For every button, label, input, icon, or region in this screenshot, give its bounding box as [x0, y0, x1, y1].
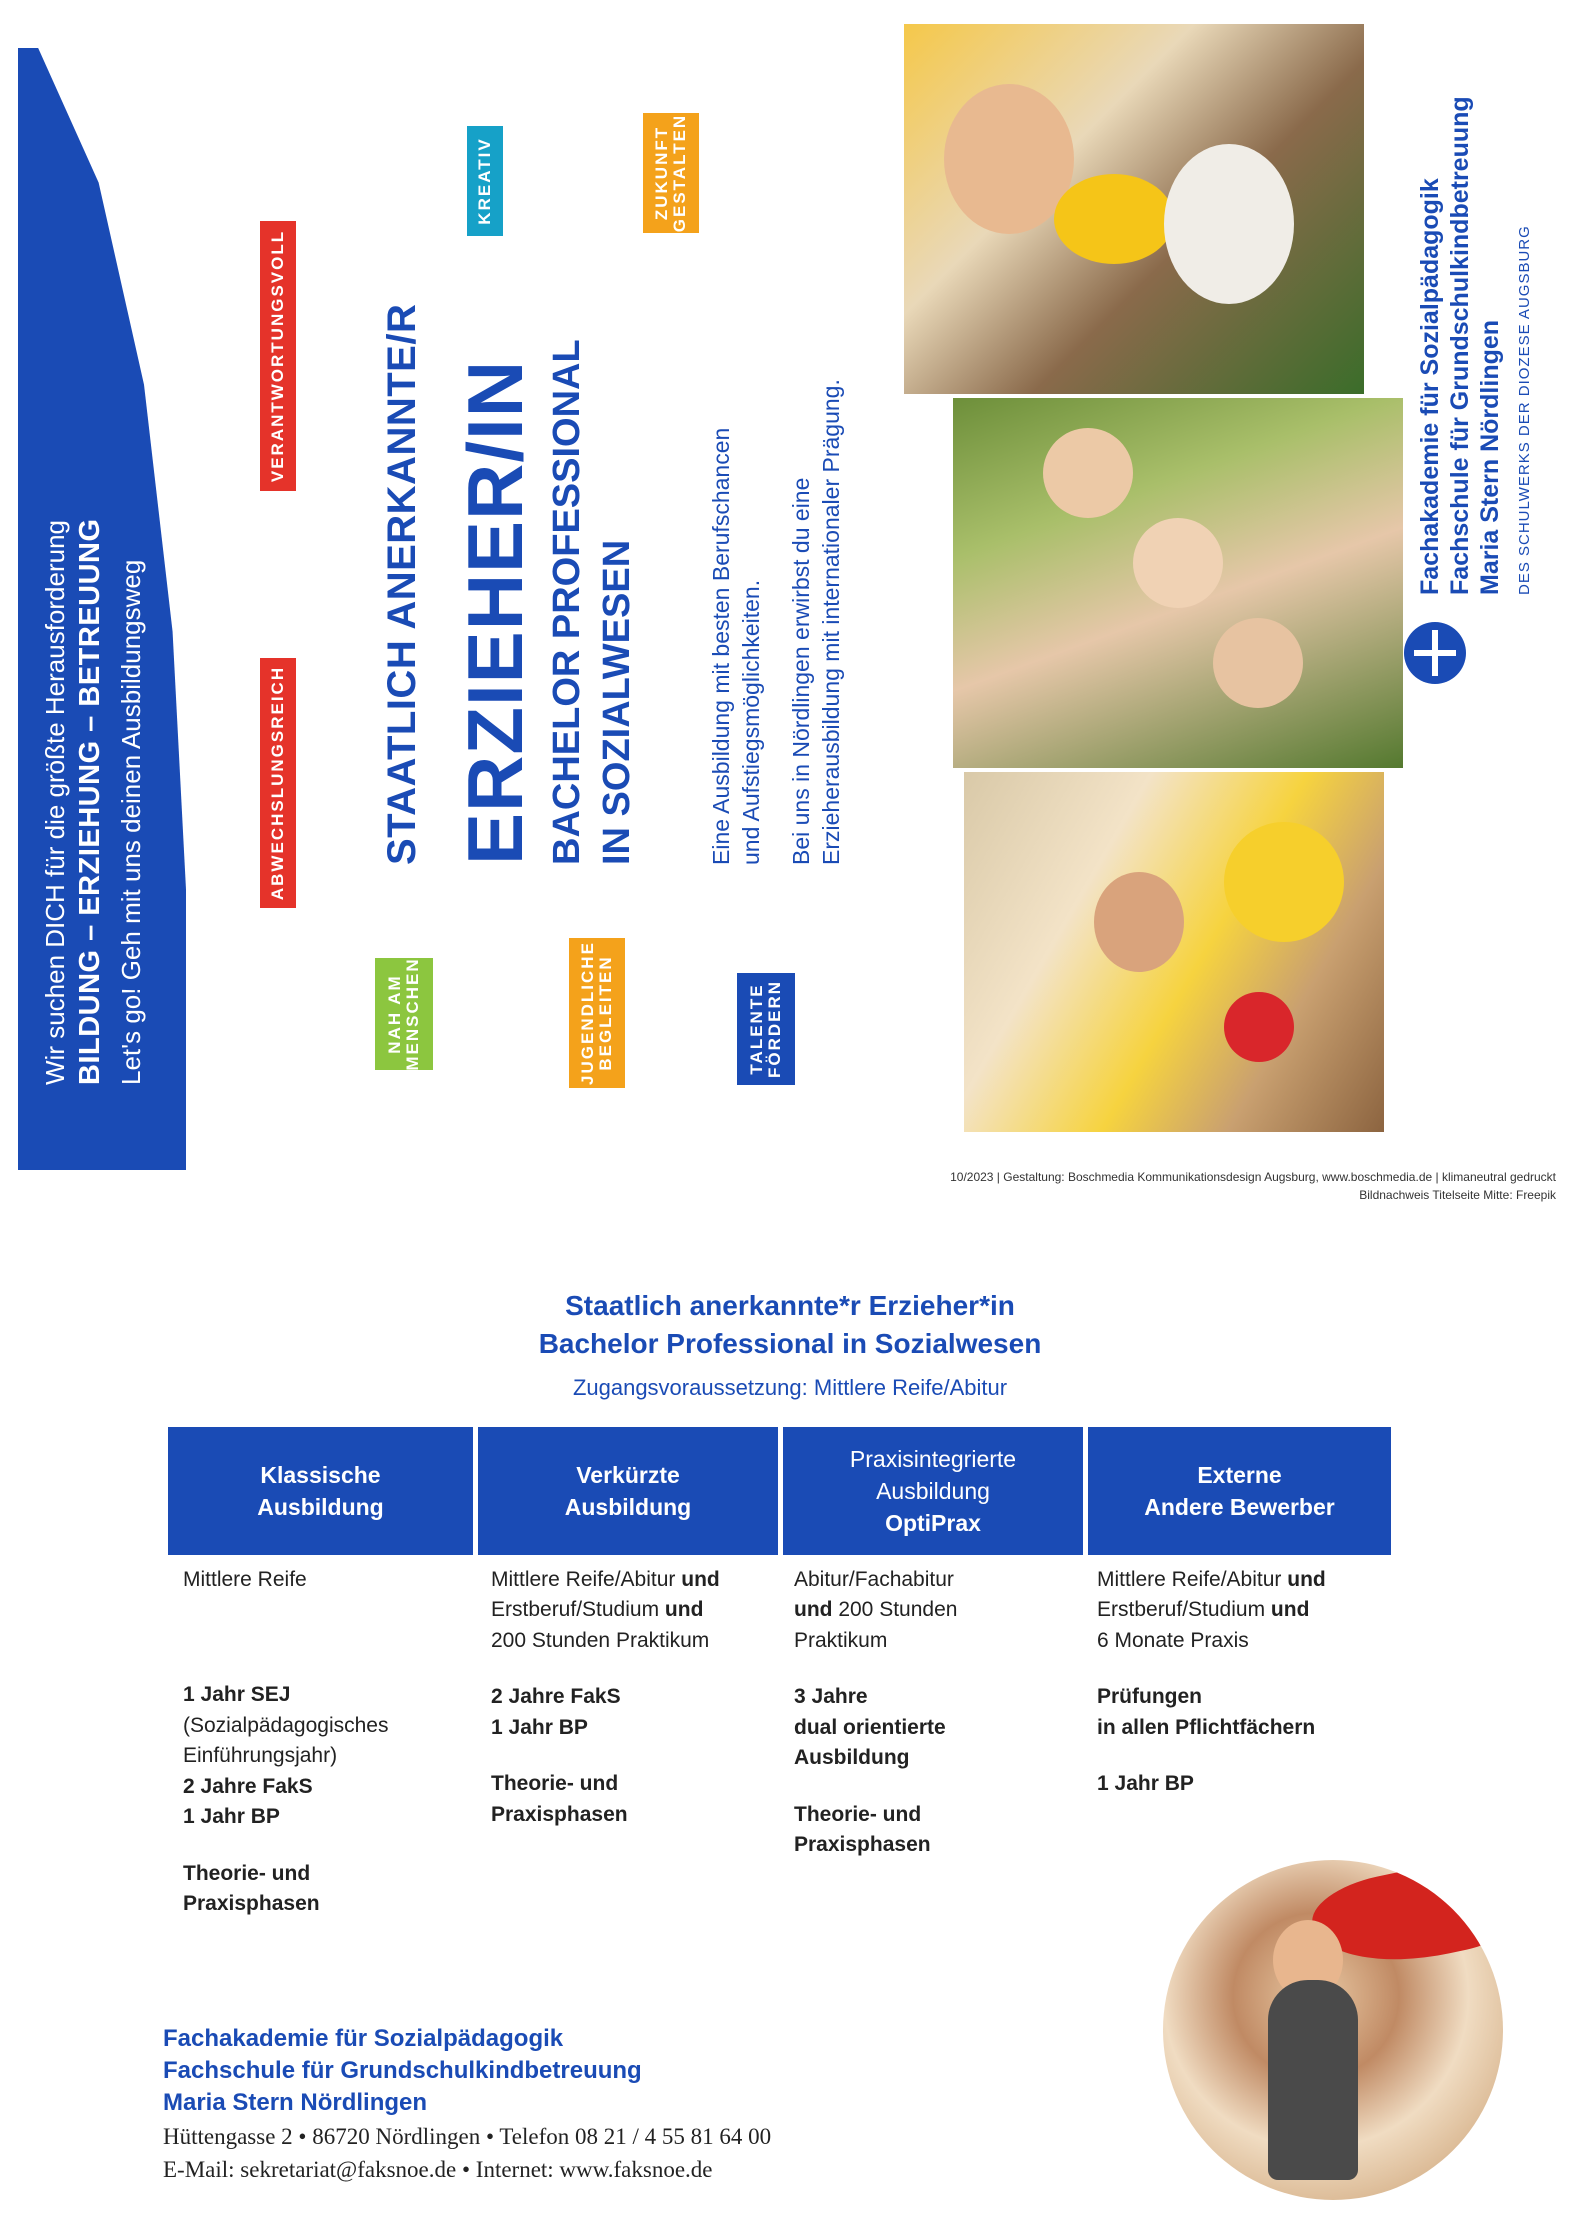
program-title-1: Staatlich anerkannte*r Erzieher*in: [565, 1290, 1015, 1321]
band-line-3: Let's go! Geh mit uns deinen Ausbildungsweg: [116, 559, 146, 1085]
desc-line-2: und Aufstiegsmöglichkeiten.: [738, 579, 764, 865]
tag-line: GESTALTEN: [670, 113, 689, 233]
tag-line: BEGLEITEN: [596, 955, 615, 1071]
req-text: Erstberuf/Studium: [1097, 1598, 1266, 1622]
col-requirement: [794, 1595, 1079, 1625]
col-body-klassisch: [183, 1565, 463, 1920]
desc-line-1: Eine Ausbildung mit besten Berufschancen: [708, 427, 734, 865]
title-line-4: IN SOZIALWESEN: [596, 539, 638, 865]
col-requirement: [491, 1595, 776, 1625]
credit-line-1: 10/2023 | Gestaltung: Boschmedia Kommunikationsdesign Augsburg, www.boschmedia.de | klimaneutral gedruckt: [950, 1170, 1556, 1184]
col-requirement: Mittlere Reife: [183, 1568, 307, 1591]
helmet-shape: [1054, 174, 1174, 264]
face-shape: [1094, 872, 1184, 972]
spacer: [794, 1774, 1079, 1800]
col-duration: 2 Jahre FakS: [183, 1774, 313, 1798]
col-head-line: Ausbildung: [564, 1494, 692, 1520]
school-line-3: Maria Stern Nördlingen: [1476, 319, 1504, 595]
red-disc-shape: [1224, 992, 1294, 1062]
band-line-2: BILDUNG – ERZIEHUNG – BETREUUNG: [74, 518, 106, 1085]
title-line-1: STAATLICH ANERKANNTE/R: [380, 303, 424, 865]
desc-line-3: Bei uns in Nördlingen erwirbst du eine: [788, 477, 814, 865]
school-line-2: Fachschule für Grundschulkindbetreuung: [1446, 96, 1474, 595]
req-connector: und: [681, 1568, 720, 1591]
shirt-shape: [1164, 144, 1294, 304]
col-duration: 3 Jahre: [794, 1685, 868, 1709]
tag-abwechslungsreich: [260, 658, 296, 908]
footer-name-2: Fachschule für Grundschulkindbetreuung: [163, 2057, 642, 2084]
col-head-line: Praxisintegrierte: [849, 1445, 1017, 1472]
col-requirement: [1097, 1595, 1387, 1625]
band-line-1: Wir suchen DICH für die größte Herausforderung: [40, 519, 70, 1085]
spacer: [794, 1656, 1079, 1682]
col-phases: Praxisphasen: [183, 1892, 320, 1916]
footer-contact: E-Mail: sekretariat@faksnoe.de • Internet: www.faksnoe.de: [163, 2157, 713, 2182]
req-connector: und: [664, 1598, 704, 1622]
col-head-optiprax: [783, 1427, 1083, 1555]
col-duration: 1 Jahr BP: [491, 1715, 588, 1739]
cross-logo-icon: [1404, 622, 1466, 684]
col-head-verkuerzt: [478, 1427, 778, 1555]
school-line-4: DES SCHULWERKS DER DIOZESE AUGSBURG: [1516, 225, 1533, 595]
col-phases: Theorie- und: [491, 1772, 619, 1796]
col-body-verkuerzt: [491, 1565, 776, 1830]
req-connector: und: [1287, 1568, 1326, 1591]
col-duration: in allen Pflichtfächern: [1097, 1715, 1316, 1739]
col-duration: 2 Jahre FakS: [491, 1685, 621, 1709]
program-title-2: Bachelor Professional in Sozialwesen: [538, 1328, 1042, 1359]
photo-teacher-duck: [964, 772, 1384, 1132]
tag-text: VERANTWORTUNGSVOLL: [268, 229, 288, 483]
tag-talente-foerdern: [737, 973, 795, 1085]
photo-children-nature: [953, 398, 1403, 768]
col-head-line: Klassische: [260, 1461, 381, 1488]
tag-zukunft-gestalten: [643, 113, 699, 233]
req-text: 200 Stunden: [838, 1598, 958, 1622]
desc-line-4: Erzieherausbildung mit internationaler Prägung.: [818, 379, 844, 865]
col-duration: dual orientierte: [794, 1715, 946, 1739]
spacer: [183, 1595, 463, 1680]
face-shape: [1133, 518, 1223, 608]
col-duration: 1 Jahr BP: [1097, 1772, 1194, 1796]
photo-children-play: [904, 24, 1364, 394]
tag-line: FÖRDERN: [765, 979, 784, 1079]
col-requirement: Abitur/Fachabitur: [794, 1568, 954, 1591]
tag-nah-am-menschen: [375, 958, 433, 1070]
col-head-line: OptiPrax: [885, 1510, 981, 1537]
spacer: [183, 1833, 463, 1859]
tag-line: NAH AM: [385, 974, 405, 1054]
tag-verantwortungsvoll: [260, 221, 296, 491]
face-shape: [1213, 618, 1303, 708]
spacer: [491, 1656, 776, 1682]
col-duration: 1 Jahr SEJ: [183, 1683, 291, 1707]
req-connector: und: [794, 1598, 833, 1622]
col-duration: Prüfungen: [1097, 1685, 1202, 1709]
col-head-line: Verkürzte: [576, 1461, 680, 1488]
tag-line: ZUKUNFT: [652, 125, 672, 221]
tag-line: MENSCHEN: [403, 957, 422, 1071]
col-head-klassisch: [168, 1427, 473, 1555]
col-head-line: Ausbildung: [876, 1477, 990, 1504]
tag-line: TALENTE: [747, 983, 767, 1075]
tag-text: [653, 114, 689, 232]
tag-text: ABWECHSLUNGSREICH: [268, 665, 288, 901]
col-head-extern: [1088, 1427, 1391, 1555]
tag-text: KREATIV: [475, 137, 495, 225]
title-line-2: ERZIEHER/IN: [451, 359, 539, 865]
col-head-line: Externe: [1197, 1461, 1282, 1488]
footer-name-3: Maria Stern Nördlingen: [163, 2089, 428, 2116]
col-duration: Ausbildung: [794, 1746, 910, 1770]
tag-text: [579, 941, 615, 1085]
tag-text: [748, 980, 784, 1078]
col-phases: Praxisphasen: [794, 1833, 931, 1857]
tag-kreativ: [467, 126, 503, 236]
col-requirement: [491, 1565, 776, 1595]
title-line-3: BACHELOR PROFESSIONAL: [546, 339, 588, 865]
req-text: Mittlere Reife/Abitur: [491, 1568, 676, 1591]
program-requirement: Zugangsvoraussetzung: Mittlere Reife/Abitur: [572, 1375, 1008, 1400]
credit-line-2: Bildnachweis Titelseite Mitte: Freepik: [1359, 1188, 1556, 1202]
col-duration-note: Einführungsjahr): [183, 1744, 338, 1768]
req-connector: und: [1270, 1598, 1310, 1622]
spacer: [1097, 1743, 1387, 1769]
tag-line: JUGENDLICHE: [578, 941, 598, 1085]
tag-jugendliche-begleiten: [569, 938, 625, 1088]
col-body-optiprax: [794, 1565, 1079, 1861]
footer-name-1: Fachakademie für Sozialpädagogik: [163, 2025, 564, 2052]
spacer: [491, 1743, 776, 1769]
col-body-extern: [1097, 1565, 1387, 1800]
flyer-front: [18, 20, 1580, 1190]
req-text: Mittlere Reife/Abitur: [1097, 1568, 1282, 1591]
col-head-line: Andere Bewerber: [1144, 1494, 1335, 1520]
col-head-line: Ausbildung: [257, 1494, 384, 1520]
spacer: [1097, 1656, 1387, 1682]
col-phases: Theorie- und: [794, 1802, 922, 1826]
school-line-1: Fachakademie für Sozialpädagogik: [1416, 178, 1444, 595]
body-shape: [1268, 1980, 1358, 2180]
col-duration: 1 Jahr BP: [183, 1805, 280, 1829]
col-requirement: 200 Stunden Praktikum: [491, 1628, 710, 1652]
col-requirement: Praktikum: [794, 1628, 888, 1652]
face-shape: [1043, 428, 1133, 518]
col-requirement: [1097, 1565, 1387, 1595]
duck-shape: [1224, 822, 1344, 942]
col-phases: Praxisphasen: [491, 1802, 628, 1826]
col-phases: Theorie- und: [183, 1861, 311, 1885]
col-duration-note: (Sozialpädagogisches: [183, 1713, 389, 1737]
photo-dancer: [1163, 1860, 1503, 2200]
req-text: Erstberuf/Studium: [491, 1598, 660, 1622]
col-requirement: 6 Monate Praxis: [1097, 1628, 1249, 1652]
footer-address: Hüttengasse 2 • 86720 Nördlingen • Telefon 08 21 / 4 55 81 64 00: [163, 2124, 772, 2149]
tag-text: [386, 957, 422, 1070]
